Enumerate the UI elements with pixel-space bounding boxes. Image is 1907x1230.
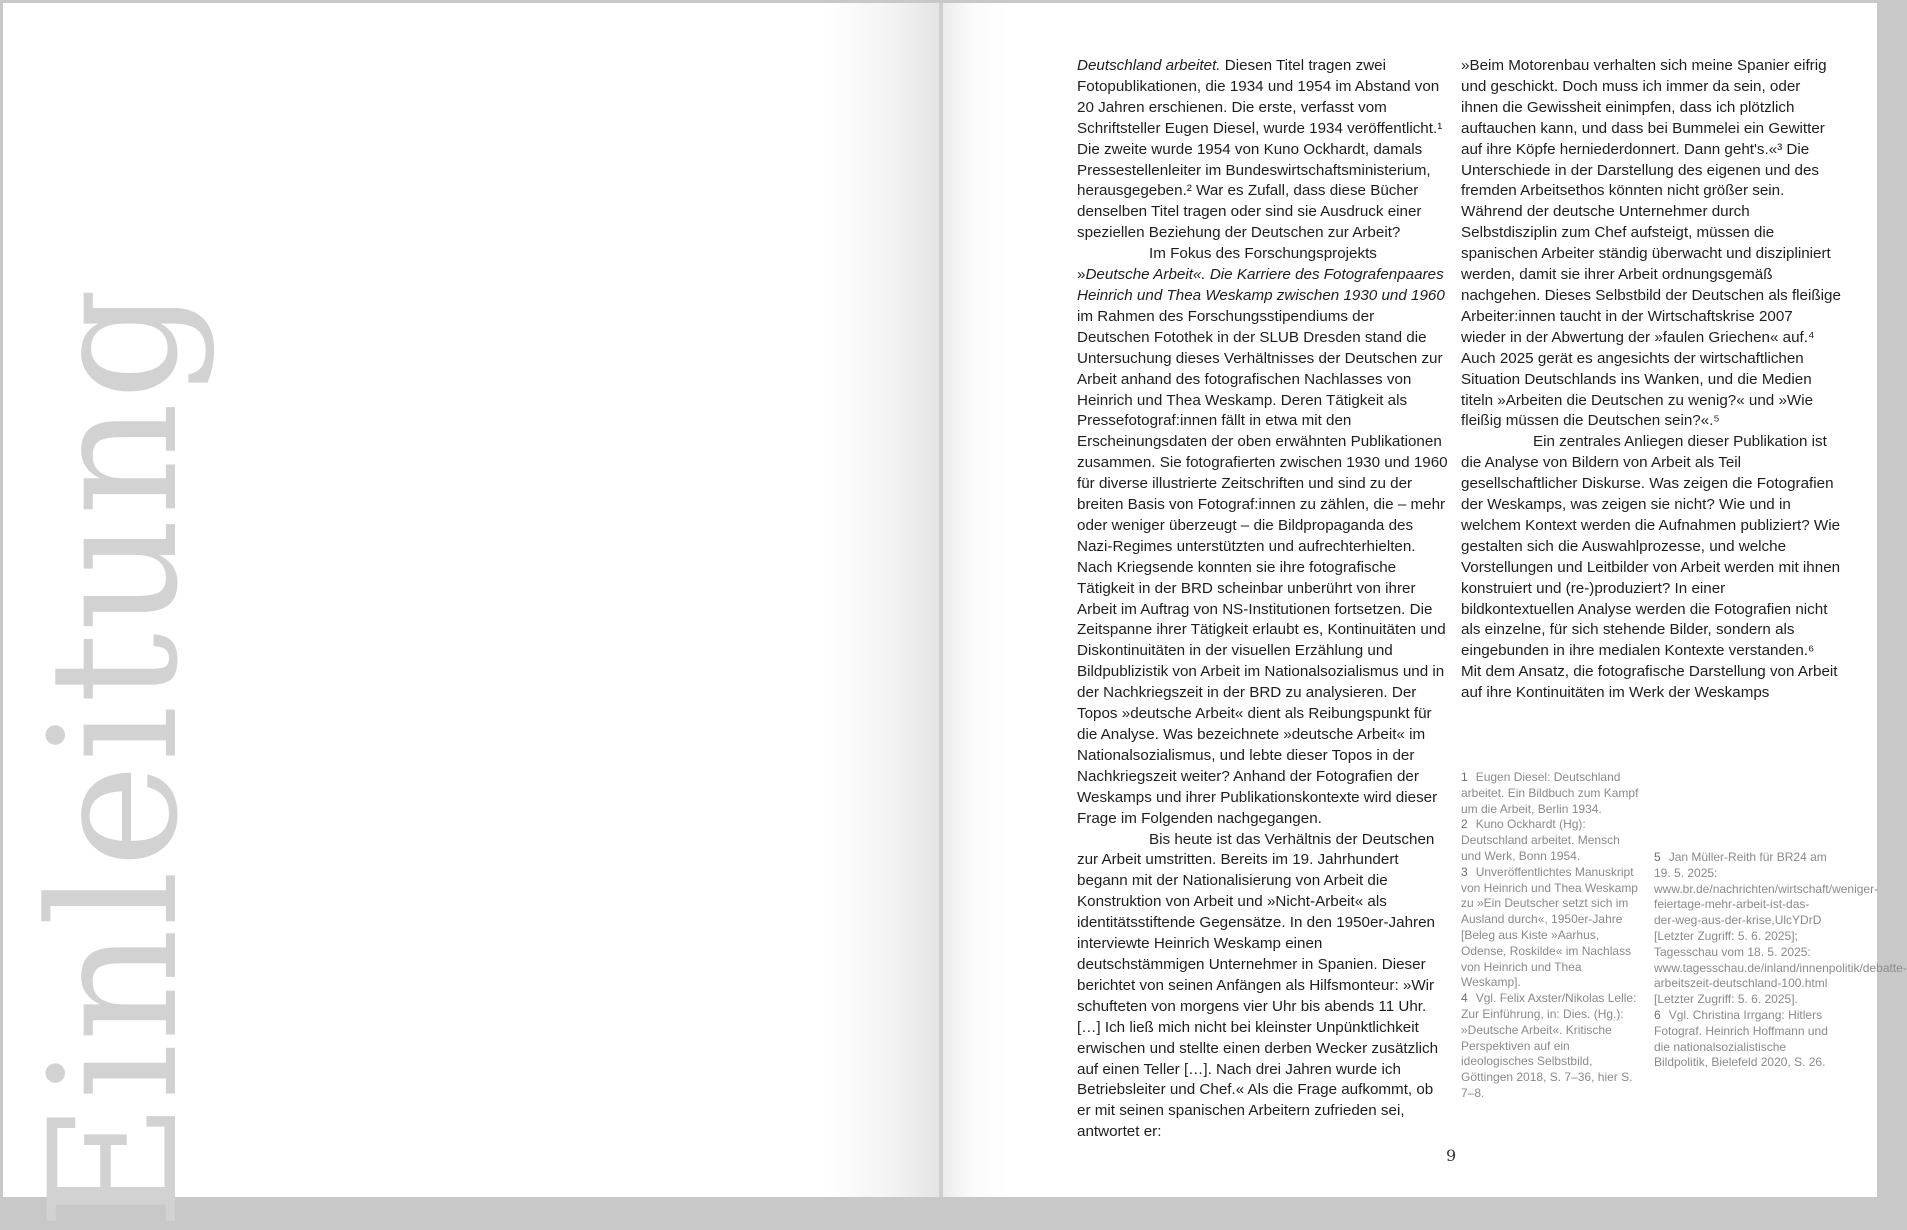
footnote-2: 2 Kuno Ockhardt (Hg): Deutschland arbeitet. Mensch und Werk, Bonn 1954. <box>1461 817 1620 863</box>
left-page <box>3 3 940 1230</box>
footnote-3: 3 Unveröffentlichtes Manuskript von Heinrich und Thea Weskamp zu »Ein Deutscher setzt sich im Ausland durch«, 1950er-Jahre [Beleg aus Kiste »Aarhus, Odense, Roskilde« im Nachlass von Heinrich und Thea Weskamp]. <box>1461 864 1638 990</box>
project-title-italic: Deutsche Arbeit«. Die Karriere des Fotografenpaares Heinrich und Thea Weskamp zwischen 1930 und 1960 <box>1077 266 1445 304</box>
footnote-6: 6 Vgl. Christina Irrgang: Hitlers Fotograf. Heinrich Hoffmann und die nationalsozialistische Bildpolitik, Bielefeld 2020, S. 26. <box>1654 1007 1828 1070</box>
paragraph-4: Bis heute ist das Verhältnis der Deutschen zur Arbeit umstritten. Bereits im 19. Jahrhundert begann mit der Nationalisierung von Arbeit die Konstruktion von Arbeit und »Nicht-Arbeit« als identitätsstiftende Gegensätze. In den 1950er-Jahren interviewte Heinrich Weskamp einen deutschstämmigen Unternehmer in Spanien. Dieser berichtet von seinen Anfängen als Hilfsmonteur: »Wir schufteten von morgens vier Uhr bis abends 11 Uhr. […] Ich ließ mich nicht bei kleinster Unpünktlichkeit erwischen und stellte einen derben Wecker zusätzlich auf einen Teller […]. Nach drei Jahren wurde ich Betriebsleiter und Chef.« Als die Frage aufkommt, ob er mit seinen spanischen Arbeitern zufrieden sei, antwortet er: <box>1077 830 1439 1141</box>
footnotes-column-right <box>1654 850 1907 1071</box>
text-column-left <box>1077 56 1449 1143</box>
footnote-4: 4 Vgl. Felix Axster/Nikolas Lelle: Zur Einführung, in: Dies. (Hg.): »Deutsche Arbeit«. Kritische Perspektiven auf ein ideologisches Selbstbild, Göttingen 2018, S. 7–36, hier S. 7–8. <box>1461 991 1637 1100</box>
paragraph-7: Mit dem Ansatz, die fotografische Darstellung von Arbeit auf ihre Kontinuitäten im Werk der Weskamps <box>1461 663 1838 702</box>
paragraph-6: Ein zentrales Anliegen dieser Publikation ist die Analyse von Bildern von Arbeit als Teil gesellschaftlicher Diskurse. Was zeigen die Fotografien der Weskamps, was zeigen sie nicht? Wie und in welchem Kontext werden die Aufnahmen publiziert? Wie gestalten sich die Auswahlprozesse, und welche Vorstellungen und Leitbilder von Arbeit werden mit ihnen konstruiert und (re-)produziert? In einer bildkontextuellen Analyse werden die Fotografien nicht als einzelne, für sich stehende Bilder, sondern als eingebunden in ihre medialen Kontexte verstanden.⁶ <box>1461 433 1841 660</box>
paragraph-1: Deutschland arbeitet. Diesen Titel tragen zwei Fotopublikationen, die 1934 und 1954 im Abstand von 20 Jahren erschienen. Die erste, verfasst vom Schriftsteller Eugen Diesel, wurde 1934 veröffentlicht.¹ <box>1077 57 1443 137</box>
footnote-1: 1 Eugen Diesel: Deutschland arbeitet. Ein Bildbuch zum Kampf um die Arbeit, Berlin 1934. <box>1461 770 1639 816</box>
paragraph-5: »Beim Motorenbau verhalten sich meine Spanier eifrig und geschickt. Doch muss ich immer da sein, oder ihnen die Gewissheit einimpfen, dass ich plötzlich auftauchen kann, und dass bei Bummelei ein Gewitter auf ihre Köpfe herniederdonnert. Dann geht's.«³ Die Unterschiede in der Darstellung des eigenen und des fremden Arbeitsethos könnten nicht größer sein. Während der deutsche Unternehmer durch Selbstdisziplin zum Chef aufsteigt, müssen die spanischen Arbeiter ständig überwacht und diszipliniert werden, damit sie ihrer Arbeit ordnungsgemäß nachgehen. Dieses Selbstbild der Deutschen als fleißige Arbeiter:innen taucht in der Wirtschaftskrise 2007 wieder in der Abwertung der »faulen Griechen« auf.⁴ Auch 2025 gerät es angesichts der wirtschaftlichen Situation Deutschlands ins Wanken, und die Medien titeln »Arbeiten die Deutschen zu wenig?« und »Wie fleißig müssen die Deutschen sein?«.⁵ <box>1461 57 1841 430</box>
footnote-5: 5 Jan Müller-Reith für BR24 am 19. 5. 2025: www.br.de/nachrichten/wirtschaft/weniger-feiertage-mehr-arbeit-ist-das-der-weg-aus-der-krise,UlcYDrD [Letzter Zugriff: 5. 6. 2025]; Tagesschau vom 18. 5. 2025: www.tagesschau.de/inland/innenpolitik/debatte-arbeitszeit-deutschland-100.html [Letzter Zugriff: 5. 6. 2025]. <box>1654 850 1907 1007</box>
page-number: 9 <box>1446 1146 1457 1165</box>
chapter-title: Einleitung <box>12 285 217 1230</box>
text-column-right <box>1461 56 1841 704</box>
book-title-italic: Deutschland arbeitet. <box>1077 57 1221 74</box>
paragraph-2: Die zweite wurde 1954 von Kuno Ockhardt, damals Pressestellenleiter im Bundeswirtschaftsministerium, herausgegeben.² War es Zufall, dass diese Bücher denselben Titel tragen oder sind sie Ausdruck einer speziellen Beziehung der Deutschen zur Arbeit? <box>1077 140 1431 242</box>
paragraph-3: Im Fokus des Forschungsprojekts »Deutsche Arbeit«. Die Karriere des Fotografenpaares Heinrich und Thea Weskamp zwischen 1930 und 1960 im Rahmen des Forschungsstipendiums der Deutschen Fotothek in der SLUB Dresden stand die Untersuchung dieses Verhältnisses der Deutschen zur Arbeit anhand des fotografischen Nachlasses von Heinrich und Thea Weskamp. Deren Tätigkeit als Pressefotograf:innen fällt in etwa mit den Erscheinungsdaten der oben erwähnten Publikationen zusammen. Sie fotografierten zwischen 1930 und 1960 für diverse illustrierte Zeitschriften und sind zu der breiten Basis von Fotograf:innen zu zählen, die – mehr oder weniger überzeugt – die Bildpropaganda des Nazi-Regimes unterstützten und aufrechterhielten. Nach Kriegsende konnten sie ihre fotografische Tätigkeit in der BRD scheinbar unberührt von ihrer Arbeit im Auftrag von NS-Institutionen fortsetzen. Die Zeitspanne ihrer Tätigkeit erlaubt es, Kontinuitäten und Diskontinuitäten in der visuellen Erzählung und Bildpublizistik von Arbeit im Nationalsozialismus und in der Nachkriegszeit in der BRD zu analysieren. Der Topos »deutsche Arbeit« dient als Reibungspunkt für die Analyse. Was bezeichnete »deutsche Arbeit« im Nationalsozialismus, und lebte dieser Topos in der Nachkriegszeit weiter? Anhand der Fotografien der Weskamps und ihrer Publikationskontexte wird dieser Frage im Folgenden nachgegangen. <box>1077 245 1448 827</box>
footnotes-column-left <box>1461 770 1641 1102</box>
